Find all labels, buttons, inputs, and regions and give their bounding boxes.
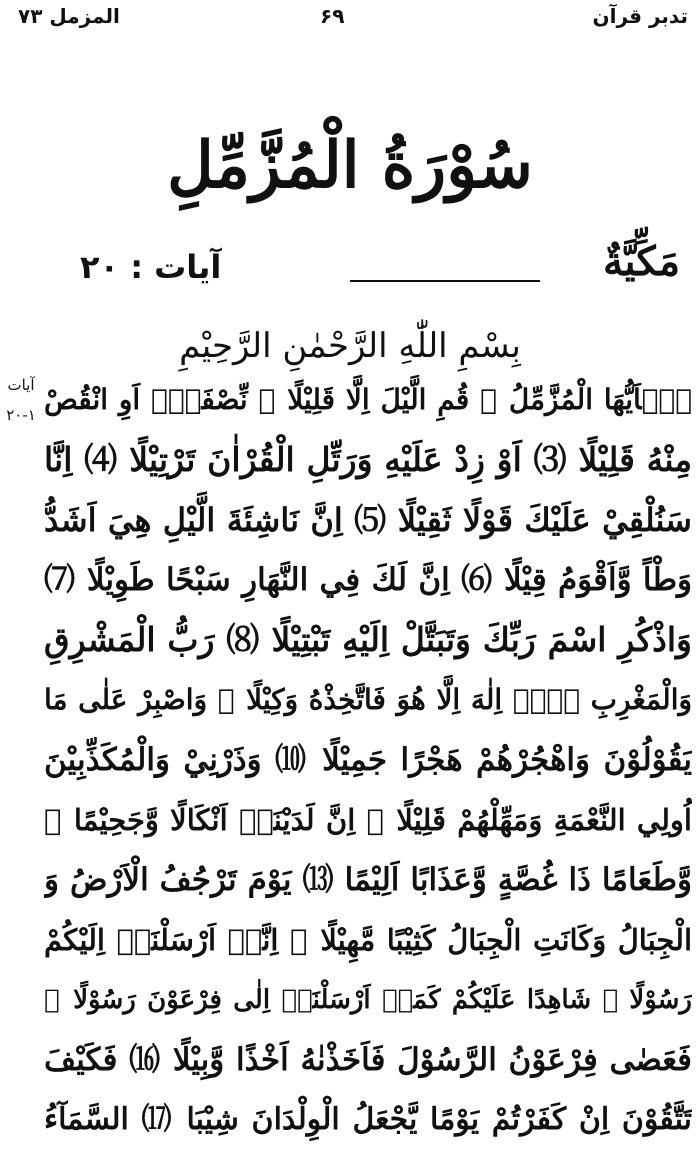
ayat-count: آیات : ۲۰: [80, 248, 222, 286]
basmala: بِسْمِ اللّٰهِ الرَّحْمٰنِ الرَّحِيْمِ: [179, 326, 521, 366]
margin-note-label: آیات: [7, 376, 35, 394]
meta-divider: [350, 280, 540, 282]
revelation-label: مَکِّیَّةٌ: [602, 238, 680, 285]
page-number: ۶۹: [320, 4, 345, 28]
book-title: تدبر قرآن: [592, 4, 688, 28]
verse-line: يٰۤاَيُّهَا الْمُزَّمِّلُ ⑴ قُمِ الَّيْلَ اِلَّا قَلِيْلًا ⑵ نِّصْفَهٗۤ اَوِ انْقُصْ: [44, 383, 692, 416]
verse-line: رَسُوْلًا ۙ شَاهِدًا عَلَيْكُمْ كَمَاۤ اَرْسَلْنَاۤ اِلٰى فِرْعَوْنَ رَسُوْلًا ⒂: [44, 985, 692, 1015]
verses-block: [44, 370, 692, 1150]
surah-reference: المزمل ۷۳: [18, 4, 120, 28]
verse-line: وَطْاً وَّاَقْوَمُ قِيْلًا ⑹ اِنَّ لَكَ فِي النَّهَارِ سَبْحًا طَوِيْلًا ⑺: [44, 562, 692, 598]
verse-line: تَتَّقُوْنَ اِنْ كَفَرْتُمْ يَوْمًا يَّجْعَلُ الْوِلْدَانَ شِيْبَا ⒄ السَّمَآءُ: [44, 1102, 692, 1137]
verse-line: وَّطَعَامًا ذَا غُصَّةٍ وَّعَذَابًا اَلِيْمًا ⒀ يَوْمَ تَرْجُفُ الْاَرْضُ وَ: [44, 862, 692, 898]
verse-line: يَقُوْلُوْنَ وَاهْجُرْهُمْ هَجْرًا جَمِيْلًا ⑽ وَذَرْنِيْ وَالْمُكَذِّبِيْنَ: [44, 742, 692, 778]
verse-line: فَعَصٰى فِرْعَوْنُ الرَّسُوْلَ فَاَخَذْنٰهُ اَخْذًا وَّبِيْلًا ⒃ فَكَيْفَ: [44, 1042, 692, 1078]
verse-line: الْجِبَالُ وَكَانَتِ الْجِبَالُ كَثِيْبًا مَّهِيْلًا ⒁ اِنَّاۤ اَرْسَلْنَاۤ اِلَيْكُمْ: [44, 923, 692, 957]
verse-line: اُولِي النَّعْمَةِ وَمَهِّلْهُمْ قَلِيْلًا ⑾ اِنَّ لَدَيْنَاۤ اَنْكَالًا وَّجَحِيْمًا ⑿: [44, 803, 692, 837]
verse-line: سَنُلْقِيْ عَلَيْكَ قَوْلًا ثَقِيْلًا ⑸ اِنَّ نَاشِئَةَ الَّيْلِ هِيَ اَشَدُّ: [44, 501, 692, 539]
verse-line: وَالْمَغْرِبِ لَاۤ اِلٰهَ اِلَّا هُوَ فَاتَّخِذْهُ وَكِيْلًا ⑼ وَاصْبِرْ عَلٰى مَا: [44, 683, 692, 716]
surah-meta: [80, 238, 680, 298]
margin-note-range: ۲۰-۱: [6, 406, 36, 424]
verse-line: مِنْهُ قَلِيْلًا ⑶ اَوْ زِدْ عَلَيْهِ وَرَتِّلِ الْقُرْاٰنَ تَرْتِيْلًا ⑷ اِنَّا: [44, 440, 692, 479]
surah-title: سُوْرَةُ الْمُزَّمِّلِ: [167, 128, 533, 203]
margin-note: [2, 370, 40, 430]
running-header: [0, 0, 700, 34]
verse-line: وَاذْكُرِ اسْمَ رَبِّكَ وَتَبَتَّلْ اِلَيْهِ تَبْتِيْلًا ⑻ رَبُّ الْمَشْرِقِ: [44, 620, 692, 659]
